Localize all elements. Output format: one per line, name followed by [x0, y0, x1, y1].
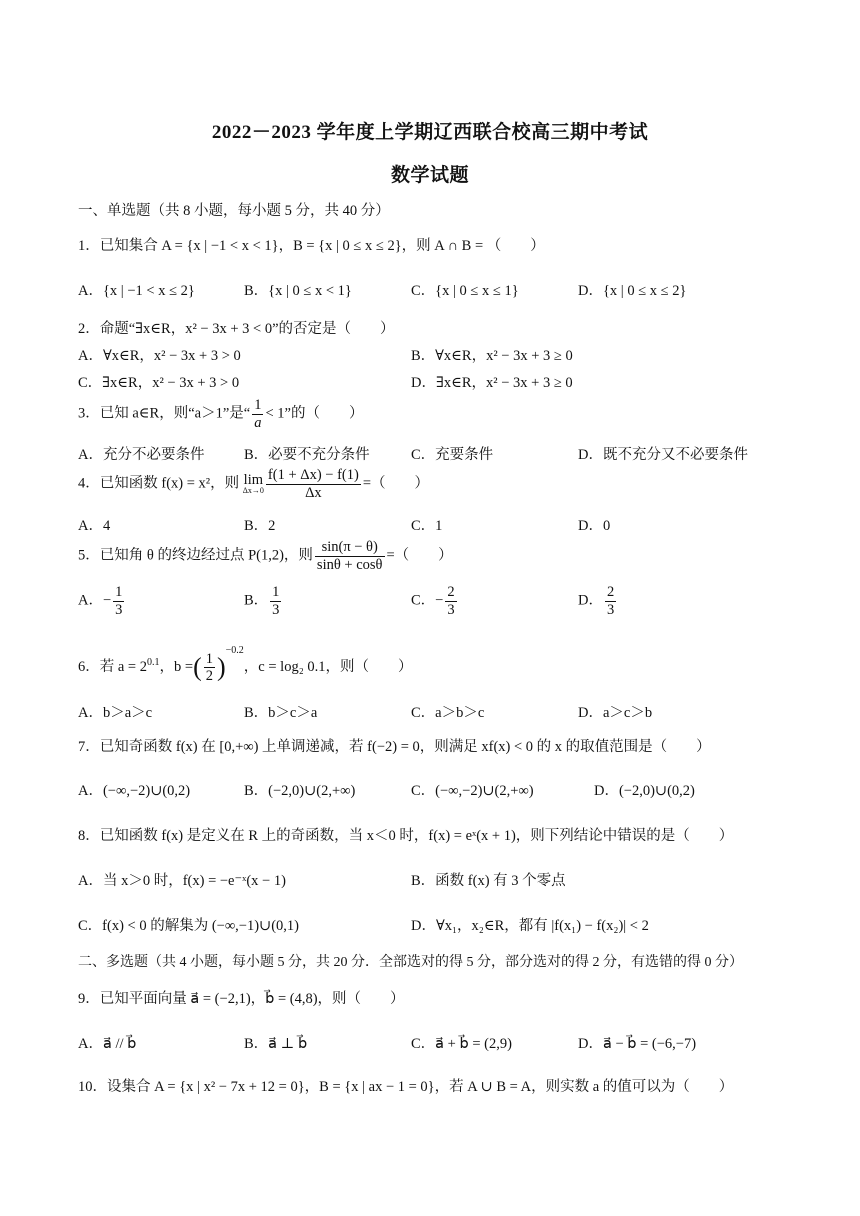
question-3-fraction	[252, 397, 263, 431]
question-5-option-a-sign: −	[102, 592, 112, 609]
question-5-stem-pre: 5．已知角 θ 的终边经过点 P(1,2)，则	[78, 547, 313, 564]
question-5-option-a-label: A．	[78, 592, 103, 609]
question-4-limit-subscript: Δx→0	[242, 486, 264, 496]
question-6-stem-b: ，b =	[159, 659, 194, 675]
question-9-option-c: C．a⃗ + b⃗ = (2,9)	[411, 1036, 512, 1052]
question-8-option-d: D．∀x₁，x₂∈R，都有 |f(x₁) − f(x₂)| < 2	[411, 918, 649, 934]
question-4-option-a: A．4	[78, 518, 111, 534]
question-3-stem-pre: 3．已知 a∈R，则“a＞1”是“	[78, 405, 251, 422]
question-6-option-b: B．b＞c＞a	[244, 705, 318, 721]
question-9-option-d: D．a⃗ − b⃗ = (−6,−7)	[578, 1036, 697, 1052]
question-1-option-a: A．{x | −1 < x ≤ 2}	[78, 283, 195, 299]
question-8-stem: 8．已知函数 f(x) 是定义在 R 上的奇函数，当 x＜0 时，f(x) = eˣ(x + 1)，则下列结论中错误的是（ ）	[78, 828, 734, 844]
question-6-left-paren: (	[193, 652, 202, 682]
question-4-stem	[78, 467, 429, 501]
question-3-option-c: C．充要条件	[411, 447, 494, 463]
question-9-option-a: A．a⃗ // b⃗	[78, 1036, 137, 1052]
question-2-option-c: C．∃x∈R，x² − 3x + 3 > 0	[78, 375, 240, 391]
question-3-option-b: B．必要不充分条件	[244, 447, 370, 463]
question-10-stem: 10．设集合 A = {x | x² − 7x + 12 = 0}，B = {x | ax − 1 = 0}，若 A ∪ B = A，则实数 a 的值可以为（ ）	[78, 1079, 734, 1095]
question-7-option-a: A．(−∞,−2)∪(0,2)	[78, 783, 191, 799]
question-4-limit	[243, 473, 264, 496]
question-7-option-d: D．(−2,0)∪(0,2)	[594, 783, 695, 799]
question-5-option-a-fraction	[113, 584, 124, 618]
question-4-option-c: C．1	[411, 518, 443, 534]
question-5-stem	[78, 539, 453, 573]
question-1-option-d: D．{x | 0 ≤ x ≤ 2}	[578, 283, 687, 299]
question-7-option-b: B．(−2,0)∪(2,+∞)	[244, 783, 356, 799]
question-8-option-b: B．函数 f(x) 有 3 个零点	[411, 873, 566, 889]
question-3-option-a: A．充分不必要条件	[78, 447, 205, 463]
question-5-option-d	[578, 584, 618, 618]
question-5-option-d-label: D．	[578, 592, 603, 609]
question-5-option-b-numerator: 1	[272, 584, 280, 600]
question-5-option-c-numerator: 2	[447, 584, 455, 600]
question-8-option-c: C．f(x) < 0 的解集为 (−∞,−1)∪(0,1)	[78, 918, 299, 934]
question-5-option-c	[411, 584, 459, 618]
question-5-option-c-label: C．	[411, 592, 436, 609]
question-6-half-denominator: 2	[205, 668, 213, 685]
question-5-option-b	[244, 584, 283, 618]
question-7-stem: 7．已知奇函数 f(x) 在 [0,+∞) 上单调递减，若 f(−2) = 0，则满足 xf(x) < 0 的 x 的取值范围是（ ）	[78, 739, 711, 755]
question-9-option-b: B．a⃗ ⊥ b⃗	[244, 1036, 308, 1052]
question-7-option-c: C．(−∞,−2)∪(2,+∞)	[411, 783, 534, 799]
question-5-option-c-sign: −	[435, 592, 444, 609]
question-6-stem	[78, 645, 413, 685]
question-6-half-numerator: 1	[205, 650, 213, 667]
exam-title: 2022－2023 学年度上学期辽西联合校高三期中考试	[211, 122, 649, 143]
question-6-stem-c: ，c = log₂ 0.1，则（ ）	[243, 659, 413, 675]
section-heading-single-choice: 一、单选题（共 8 小题，每小题 5 分，共 40 分）	[78, 203, 390, 219]
question-5-option-a-denominator: 3	[115, 601, 123, 618]
section-heading-multiple-choice: 二、多选题（共 4 小题，每小题 5 分，共 20 分．全部选对的得 5 分，部分选对的得 2 分，有选错的得 0 分）	[78, 955, 743, 970]
question-6-exponent-b: −0.2	[225, 645, 244, 656]
question-5-option-d-denominator: 3	[606, 601, 615, 618]
question-1-option-b: B．{x | 0 ≤ x < 1}	[244, 283, 352, 299]
question-5-option-d-numerator: 2	[606, 584, 615, 600]
question-5-stem-post: =（ ）	[386, 547, 453, 564]
question-5-option-b-label: B．	[244, 592, 269, 609]
question-5-fraction-numerator: sin(π − θ)	[315, 539, 385, 557]
question-6-half-fraction	[204, 651, 215, 685]
question-4-stem-pre: 4．已知函数 f(x) = x²，则	[78, 475, 240, 492]
question-5-option-a	[78, 584, 126, 618]
question-6-option-d: D．a＞c＞b	[578, 705, 653, 721]
question-2-option-d: D．∃x∈R，x² − 3x + 3 ≥ 0	[411, 375, 573, 391]
question-4-fraction-numerator: f(1 + Δx) − f(1)	[267, 467, 359, 483]
question-8-option-a: A．当 x＞0 时，f(x) = −e⁻ˣ(x − 1)	[78, 873, 286, 889]
question-3-option-d: D．既不充分又不必要条件	[578, 447, 748, 463]
question-6-option-c: C．a＞b＞c	[411, 705, 485, 721]
exam-subtitle: 数学试题	[390, 165, 469, 186]
question-5-fraction-denominator: sinθ + cosθ	[316, 556, 383, 573]
question-5-option-c-fraction	[445, 584, 456, 618]
question-5-option-c-denominator: 3	[447, 601, 455, 618]
question-6-exponent-a: 0.1	[147, 657, 160, 669]
question-5-option-b-denominator: 3	[272, 601, 280, 618]
question-6-right-paren: )	[216, 652, 226, 682]
question-5-option-a-numerator: 1	[115, 584, 123, 600]
question-4-stem-post: =（ ）	[362, 475, 430, 492]
question-3-fraction-denominator: a	[254, 414, 262, 431]
question-9-stem: 9．已知平面向量 a⃗ = (−2,1)，b⃗ = (4,8)，则（ ）	[78, 991, 405, 1007]
question-4-limit-word: lim	[243, 471, 264, 488]
question-3-fraction-numerator: 1	[254, 397, 262, 413]
question-4-option-d: D．0	[578, 518, 611, 534]
question-6-option-a: A．b＞a＞c	[78, 705, 153, 721]
question-4-fraction	[266, 467, 361, 501]
question-2-option-b: B．∀x∈R，x² − 3x + 3 ≥ 0	[411, 348, 573, 364]
question-5-option-d-fraction	[605, 584, 616, 618]
question-4-fraction-denominator: Δx	[305, 484, 322, 501]
question-2-stem: 2．命题“∃x∈R，x² − 3x + 3 < 0”的否定是（ ）	[78, 321, 395, 337]
question-3-stem-post: < 1”的（ ）	[265, 405, 364, 422]
question-4-option-b: B．2	[244, 518, 276, 534]
question-5-fraction	[315, 539, 385, 573]
question-6-stem-a: 6．若 a = 2	[78, 659, 147, 675]
question-3-stem	[78, 397, 363, 431]
question-2-option-a: A．∀x∈R，x² − 3x + 3 > 0	[78, 348, 241, 364]
question-1-option-c: C．{x | 0 ≤ x ≤ 1}	[411, 283, 519, 299]
question-5-option-b-fraction	[270, 584, 281, 618]
question-1-stem: 1．已知集合 A = {x | −1 < x < 1}，B = {x | 0 ≤ x ≤ 2}，则 A ∩ B = （ ）	[78, 238, 545, 254]
